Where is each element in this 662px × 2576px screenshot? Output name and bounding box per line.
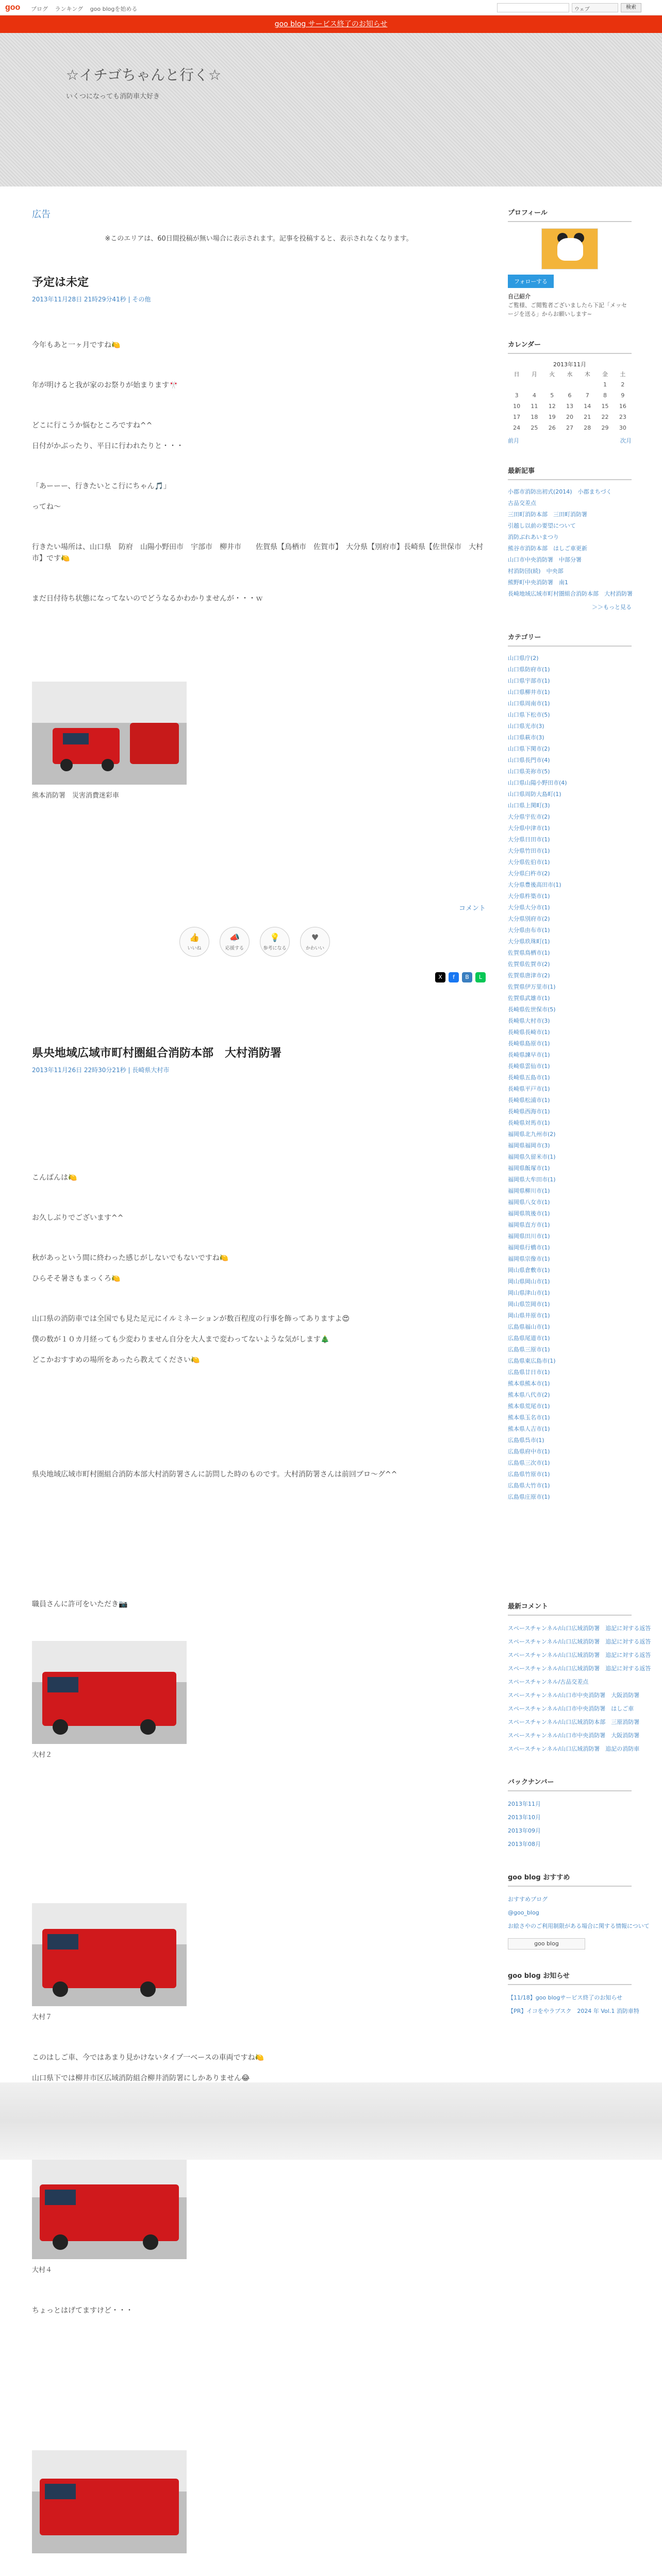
share-buttons — [32, 972, 486, 982]
facebook-share-icon[interactable]: f — [449, 972, 459, 982]
calendar-day[interactable]: 20 — [566, 414, 573, 420]
category-item[interactable]: 福岡県飯塚市(1) — [508, 1165, 550, 1172]
category-item[interactable]: 岡山県井原市(1) — [508, 1312, 550, 1319]
calendar-day[interactable]: 14 — [584, 403, 591, 410]
category-item[interactable]: 熊本県八代市(2) — [508, 1392, 550, 1398]
comment-list — [508, 1622, 651, 1756]
calendar-day[interactable]: 23 — [619, 414, 626, 420]
category-list — [508, 653, 632, 1503]
category-item[interactable]: 広島県呉市(1) — [508, 1437, 544, 1444]
calendar-day[interactable]: 2 — [621, 381, 625, 388]
page-body — [0, 187, 662, 2576]
category-item[interactable]: 大分県日田市(1) — [508, 836, 550, 843]
category-item[interactable]: 岡山県津山市(1) — [508, 1290, 550, 1296]
category-item[interactable]: 大分県大分市(1) — [508, 904, 550, 911]
post-paragraph: 山口県下では柳井市区広域消防組合柳井消防署にしかありません😂 — [32, 2074, 250, 2082]
bulb-icon: 💡 — [270, 933, 280, 942]
calendar-month: 2013年11月 — [553, 361, 586, 368]
post-entry — [32, 274, 486, 982]
category-item[interactable]: 大分県竹田市(1) — [508, 848, 550, 854]
post-paragraph: 山口県の消防車では全国でも見た足元にイルミネーションが数百程度の行事を飾ってありますよ😍 — [32, 1315, 350, 1323]
calendar-box — [508, 339, 632, 445]
category-item[interactable]: 福岡県柳川市(1) — [508, 1188, 550, 1194]
search-button[interactable]: 検索 — [621, 3, 641, 12]
line-share-icon[interactable]: L — [475, 972, 486, 982]
post-paragraph: こんばんは🍋 — [32, 1174, 77, 1182]
category-item[interactable]: 山口県下松市(5) — [508, 711, 550, 718]
post-paragraph: 秋があっという間に終わった感じがしないでもないですね🍋 — [32, 1254, 229, 1262]
profile-box — [508, 207, 632, 318]
category-item[interactable]: 大分県臼杵市(2) — [508, 870, 550, 877]
post-paragraph: 職員さんに許可をいただき📷 — [32, 1600, 128, 1608]
goo-notice-list — [508, 1991, 639, 2018]
backnumber-item[interactable]: 2013年09月 — [508, 1827, 541, 1834]
comment-item[interactable]: スペースチャンネル/山口広域消防署 追記に対する返答 — [508, 1665, 651, 1672]
calendar-day[interactable]: 26 — [548, 425, 556, 431]
topbar-link-blog[interactable]: ブログ — [31, 6, 48, 12]
calendar-prev-link[interactable]: 前月 — [508, 437, 519, 444]
category-item[interactable]: 広島県尾道市(1) — [508, 1335, 550, 1342]
blog-header — [0, 33, 662, 187]
post-photo[interactable] — [32, 682, 187, 785]
category-item[interactable]: 長崎県西海市(1) — [508, 1108, 550, 1115]
goo-notice-box — [508, 1970, 639, 2018]
post-paragraph: 今年もあと一ヶ月ですね🍋 — [32, 341, 121, 349]
topbar-link-ranking[interactable]: ランキング — [55, 6, 84, 12]
recent-post-item[interactable]: 小郡市消防出初式(2014) 小郡まちづく — [508, 488, 612, 495]
calendar-day[interactable]: 19 — [548, 414, 556, 420]
category-item[interactable]: 長崎県対馬市(1) — [508, 1120, 550, 1126]
recent-post-item[interactable]: 熊野町中央消防署 南1 — [508, 579, 568, 586]
calendar-day[interactable]: 11 — [531, 403, 538, 410]
photo-caption: 大村４ — [32, 2266, 53, 2274]
goo-blog-banner[interactable]: goo blog — [508, 1938, 585, 1950]
recent-post-item[interactable]: 村消防団(続) 中央部 — [508, 568, 564, 574]
reaction-cheer-button[interactable]: 📣 応援する — [220, 927, 250, 957]
category-item[interactable]: 広島県竹原市(1) — [508, 1471, 550, 1478]
post-paragraph: どこに行こうか悩むところですね^^ — [32, 421, 153, 430]
recent-post-item[interactable]: 熊谷市消防本部 はしご車更新 — [508, 545, 587, 552]
post-paragraph: お久しぶりでございます^^ — [32, 1214, 124, 1222]
comments-box — [508, 1601, 651, 1756]
category-item[interactable]: 長崎県五島市(1) — [508, 1074, 550, 1081]
calendar-table — [508, 368, 632, 433]
recent-more-link[interactable]: ＞＞もっと見る — [592, 604, 632, 611]
category-item[interactable]: 熊本県玉名市(1) — [508, 1414, 550, 1421]
category-item[interactable]: 長崎県諫早市(1) — [508, 1052, 550, 1058]
category-item[interactable]: 大分県玖珠町(1) — [508, 938, 550, 945]
category-item[interactable]: 福岡県宗像市(1) — [508, 1256, 550, 1262]
category-item[interactable]: 佐賀県唐津市(2) — [508, 972, 550, 979]
category-item[interactable]: 岡山県岡山市(1) — [508, 1278, 550, 1285]
backnumber-box — [508, 1776, 632, 1851]
category-item[interactable]: 山口県上関町(3) — [508, 802, 550, 809]
calendar-day[interactable]: 10 — [513, 403, 521, 410]
backnumber-list — [508, 1798, 632, 1851]
heart-icon: ♥ — [311, 933, 319, 942]
reaction-like-button[interactable]: 👍 いいね — [179, 927, 209, 957]
cheer-icon: 📣 — [229, 933, 240, 942]
sidebar — [508, 207, 651, 2039]
post-title[interactable]: 県央地域広域市町村圏組合消防本部 大村消防署 — [32, 1047, 282, 1060]
category-item[interactable]: 山口県萩市(3) — [508, 734, 544, 741]
post-photo[interactable] — [32, 1903, 187, 2006]
goo-recommend-box — [508, 1872, 650, 1950]
category-item[interactable]: 佐賀県伊万里市(1) — [508, 984, 556, 990]
blog-title[interactable]: ☆イチゴちゃんと行く☆ — [66, 66, 222, 83]
category-item[interactable]: 山口県周防大島町(1) — [508, 791, 561, 798]
recent-post-item[interactable]: 引越し以前の要望について — [508, 522, 576, 529]
calendar-day[interactable]: 18 — [531, 414, 538, 420]
post-photo[interactable] — [32, 1641, 187, 1744]
reaction-buttons — [179, 927, 486, 957]
post-photo[interactable] — [32, 2450, 187, 2553]
recent-post-item[interactable]: 三田町消防本部 三田町消防署 — [508, 511, 587, 518]
search-input[interactable] — [497, 3, 569, 12]
recent-posts-list — [508, 486, 632, 600]
post-photo[interactable] — [32, 2156, 187, 2259]
category-item[interactable]: 大分県杵築市(1) — [508, 893, 550, 900]
recent-post-item[interactable]: 山口市中央消防署 中部分署 — [508, 556, 582, 563]
category-item[interactable]: 山口県下関市(2) — [508, 745, 550, 752]
calendar-day[interactable]: 13 — [566, 403, 573, 410]
category-item[interactable]: 熊本県熊本市(1) — [508, 1380, 550, 1387]
category-item[interactable]: 広島県大竹市(1) — [508, 1482, 550, 1489]
comment-link[interactable]: コメント — [458, 905, 486, 912]
photo-caption: 大村７ — [32, 2013, 53, 2021]
calendar-day[interactable]: 8 — [603, 392, 607, 399]
calendar-weekday: 水 — [567, 370, 573, 378]
goo-logo[interactable]: goo — [5, 3, 21, 12]
avatar[interactable] — [541, 228, 598, 269]
category-item[interactable]: 岡山県倉敷市(1) — [508, 1267, 550, 1274]
comment-item[interactable]: スペースチャンネル/山口市中央消防署 はしご車 — [508, 1705, 634, 1712]
search-type-select[interactable]: ウェブ — [572, 3, 618, 12]
category-item[interactable]: 山口県宇部市(1) — [508, 677, 550, 684]
category-item[interactable]: 福岡県八女市(1) — [508, 1199, 550, 1206]
goo-notice-item[interactable]: 【11/18】goo blogサービス終了のお知らせ — [508, 1994, 623, 2001]
calendar-day[interactable]: 28 — [584, 425, 591, 431]
category-item[interactable]: 大分県別府市(2) — [508, 916, 550, 922]
category-item[interactable]: 長崎県大村市(3) — [508, 1018, 550, 1024]
section-divider — [0, 2082, 662, 2160]
backnumber-item[interactable]: 2013年10月 — [508, 1814, 541, 1821]
category-item[interactable]: 福岡県大牟田市(1) — [508, 1176, 556, 1183]
category-item[interactable]: 熊本県人吉市(1) — [508, 1426, 550, 1432]
service-notice-bar — [0, 15, 662, 33]
calendar-day[interactable]: 16 — [619, 403, 626, 410]
category-item[interactable]: 福岡県久留米市(1) — [508, 1154, 556, 1160]
category-item[interactable]: 広島県府中市(1) — [508, 1448, 550, 1455]
calendar-day[interactable]: 27 — [566, 425, 573, 431]
hatena-share-icon[interactable]: B — [462, 972, 472, 982]
ad-note: ※このエリアは、60日間投稿が無い場合に表示されます。記事を投稿すると、表示されなくなります。 — [105, 235, 413, 243]
category-item[interactable]: 佐賀県武雄市(1) — [508, 995, 550, 1002]
calendar-day[interactable]: 25 — [531, 425, 538, 431]
calendar-day[interactable]: 9 — [621, 392, 625, 399]
calendar-day[interactable]: 4 — [532, 392, 536, 399]
post-paragraph: ひらそそ暑さもまっくろ🍋 — [32, 1275, 121, 1283]
category-item[interactable]: 広島県庄原市(1) — [508, 1494, 550, 1500]
goo-recommend-heading: goo blog おすすめ — [508, 1872, 632, 1887]
calendar-day[interactable]: 22 — [601, 414, 609, 420]
post-paragraph: ちょっとはげてますけど・・・ — [32, 2307, 133, 2315]
category-item[interactable]: 大分県豊後高田市(1) — [508, 882, 561, 888]
calendar-day[interactable]: 30 — [619, 425, 626, 431]
calendar-day[interactable]: 1 — [603, 381, 607, 388]
category-item[interactable]: 大分県佐伯市(1) — [508, 859, 550, 866]
calendar-next-link[interactable]: 次月 — [620, 437, 632, 444]
thumbs-up-icon: 👍 — [189, 933, 200, 942]
calendar-day[interactable]: 5 — [550, 392, 554, 399]
reaction-cute-button[interactable]: ♥ かわいい — [300, 927, 330, 957]
category-item[interactable]: 山口県美祢市(5) — [508, 768, 550, 775]
calendar-day[interactable]: 3 — [515, 392, 519, 399]
post-paragraph: 「あーーー、行きたいとこ行にちゃん🎵」 — [32, 482, 171, 490]
self-intro-heading: 自己紹介 — [508, 293, 531, 300]
category-item[interactable]: 広島県東広島市(1) — [508, 1358, 556, 1364]
recent-post-item[interactable]: 古品交差点 — [508, 500, 536, 506]
calendar-day[interactable]: 29 — [601, 425, 609, 431]
photo-caption: 大村２ — [32, 1751, 53, 1759]
calendar-heading: カレンダー — [508, 339, 632, 354]
calendar-weekday: 金 — [602, 370, 608, 378]
recent-posts-box — [508, 465, 632, 611]
goo-notice-item[interactable]: 【PR】イコをやラブスク 2024 年 Vol.1 消防車特 — [508, 2008, 639, 2014]
reaction-helpful-button[interactable]: 💡 参考になる — [260, 927, 290, 957]
category-item[interactable]: 山口県柳井市(1) — [508, 689, 550, 696]
category-item[interactable]: 長崎県雲仙市(1) — [508, 1063, 550, 1070]
category-item[interactable]: 熊本県荒尾市(1) — [508, 1403, 550, 1410]
category-item[interactable]: 山口県光市(3) — [508, 723, 544, 730]
category-item[interactable]: 山口県庁(2) — [508, 655, 539, 662]
category-item[interactable]: 長崎県松浦市(1) — [508, 1097, 550, 1104]
comment-item[interactable]: スペースチャンネル/山口市中央消防署 大阪消防署 — [508, 1692, 640, 1699]
calendar-weekday: 土 — [620, 370, 626, 378]
follow-button[interactable]: フォローする — [508, 275, 554, 288]
topbar-links — [31, 5, 142, 13]
calendar-day[interactable]: 12 — [548, 403, 556, 410]
category-item[interactable]: 福岡県筑後市(1) — [508, 1210, 550, 1217]
photo-caption: 熊本消防署 災害消費迷彩車 — [32, 792, 120, 800]
comment-item[interactable]: スペースチャンネル/山口広域消防署 追記に対する返答 — [508, 1625, 651, 1632]
goo-recommend-list — [508, 1893, 650, 1933]
category-item[interactable]: 長崎県平戸市(1) — [508, 1086, 550, 1092]
goo-topbar — [0, 0, 662, 15]
category-item[interactable]: 大分県宇佐市(2) — [508, 814, 550, 820]
comment-item[interactable]: スペースチャンネル/山口広域消防署 追記に対する返答 — [508, 1638, 651, 1645]
comment-item[interactable]: スペースチャンネル/山口広域消防本部 三原消防署 — [508, 1719, 640, 1725]
comment-item[interactable]: スペースチャンネル/山口広域消防署 追記に対する返答 — [508, 1652, 651, 1658]
post-meta[interactable]: 2013年11月26日 22時30分21秒 | 長崎県大村市 — [32, 1066, 170, 1074]
category-item[interactable]: 長崎県島原市(1) — [508, 1040, 550, 1047]
recent-post-item[interactable]: 消防ぶれあいまつり — [508, 534, 559, 540]
category-item[interactable]: 大分県由布市(1) — [508, 927, 550, 934]
self-intro-text: ご覧様、ご閲覧者ございましたら下記「メッセージを送る」からお願いします~ — [508, 302, 627, 317]
goo-notice-heading: goo blog お知らせ — [508, 1970, 632, 1985]
post-paragraph: 行きたい場所は、山口県 防府 山陽小野田市 宇部市 柳井市 佐賀県【鳥栖市 佐賀市】 大分県【別府市】長崎県【佐世保市 大村市】です🍋 — [32, 543, 483, 563]
recent-post-item[interactable]: 長崎地域広域市町村圏組合消防本部 大村消防署 — [508, 590, 633, 597]
profile-heading: プロフィール — [508, 207, 632, 222]
post-entry — [32, 1044, 486, 2553]
category-item[interactable]: 広島県三原市(1) — [508, 1346, 550, 1353]
category-item[interactable]: 福岡県行橋市(1) — [508, 1244, 550, 1251]
recent-posts-heading: 最新記事 — [508, 465, 632, 480]
calendar-day[interactable]: 17 — [513, 414, 521, 420]
comment-item[interactable]: スペースチャンネル/山口市中央消防署 大阪消防署 — [508, 1732, 640, 1739]
category-item[interactable]: 長崎県佐世保市(5) — [508, 1006, 556, 1013]
calendar-day[interactable]: 21 — [584, 414, 591, 420]
category-item[interactable]: 長崎県長崎市(1) — [508, 1029, 550, 1036]
post-paragraph: ってね〜 — [32, 503, 61, 511]
category-item[interactable]: 広島県福山市(1) — [508, 1324, 550, 1330]
category-item[interactable]: 福岡県福岡市(3) — [508, 1142, 550, 1149]
post-paragraph: 日付がかぶったり、平日に行われたりと・・・ — [32, 442, 184, 450]
category-item[interactable]: 大分県中津市(1) — [508, 825, 550, 832]
category-item[interactable]: 福岡県田川市(1) — [508, 1233, 550, 1240]
category-item[interactable]: 佐賀県鳥栖市(1) — [508, 950, 550, 956]
goo-recommend-item[interactable]: @goo_blog — [508, 1909, 539, 1916]
post-title[interactable]: 予定は未定 — [32, 276, 89, 289]
post-paragraph: 県央地域広域市町村圏組合消防本部大村消防署さんに訪問した時のものです。大村消防署さんは前回ブロ～グ^^ — [32, 1470, 398, 1479]
category-item[interactable]: 山口県長門市(4) — [508, 757, 550, 764]
post-paragraph: このはしご車、今ではあまり見かけないタイプ一ベースの車両ですね🍋 — [32, 2054, 264, 2062]
ad-label[interactable]: 広告 — [32, 209, 51, 220]
calendar-day[interactable]: 24 — [513, 425, 521, 431]
calendar-weekday: 日 — [514, 370, 520, 378]
category-item[interactable]: 岡山県笠岡市(1) — [508, 1301, 550, 1308]
category-item[interactable]: 佐賀県佐賀市(2) — [508, 961, 550, 968]
calendar-weekday: 月 — [531, 370, 537, 378]
post-paragraph: 僕の数が１０カ月経っても少変わりません自分を大人まで変わってないような気がします🎄 — [32, 1335, 330, 1344]
calendar-day[interactable]: 15 — [601, 403, 609, 410]
x-share-icon[interactable]: X — [435, 972, 445, 982]
goo-recommend-item[interactable]: お絵さやのご利用制限がある場合に関する情報について — [508, 1923, 650, 1929]
calendar-day[interactable]: 7 — [585, 392, 589, 399]
category-item[interactable]: 福岡県直方市(1) — [508, 1222, 550, 1228]
calendar-day[interactable]: 6 — [568, 392, 572, 399]
post-meta[interactable]: 2013年11月28日 21時29分41秒 | その他 — [32, 296, 151, 303]
service-notice-link[interactable]: goo blog サービス終了のお知らせ — [274, 20, 388, 28]
backnumber-item[interactable]: 2013年11月 — [508, 1801, 541, 1807]
backnumber-item[interactable]: 2013年08月 — [508, 1841, 541, 1848]
backnumber-heading: バックナンバー — [508, 1776, 632, 1791]
calendar-weekday: 木 — [584, 370, 590, 378]
post-paragraph: 年が明けると我が家のお祭りが始まります🎌 — [32, 381, 178, 389]
category-item[interactable]: 山口県周南市(1) — [508, 700, 550, 707]
category-box — [508, 632, 632, 1503]
comment-item[interactable]: スペースチャンネル/古品交差点 — [508, 1679, 589, 1685]
goo-recommend-item[interactable]: おすすめブログ — [508, 1896, 548, 1903]
main-column — [32, 207, 486, 2553]
category-item[interactable]: 広島県三次市(1) — [508, 1460, 550, 1466]
category-item[interactable]: 山口県山陽小野田市(4) — [508, 779, 567, 786]
post-paragraph: まだ日付待ち状態になってないのでどうなるかわかりませんが・・・ｗ — [32, 595, 263, 603]
calendar-weekday: 火 — [549, 370, 555, 378]
category-item[interactable]: 福岡県北九州市(2) — [508, 1131, 556, 1138]
category-item[interactable]: 広島県廿日市(1) — [508, 1369, 550, 1376]
comment-item[interactable]: スペースチャンネル/山口広域消防署 追記の消防車 — [508, 1745, 640, 1752]
blog-description: いくつになっても消防車大好き — [66, 93, 160, 100]
category-item[interactable]: 山口県防府市(1) — [508, 666, 550, 673]
comments-heading: 最新コメント — [508, 1601, 632, 1616]
topbar-link-start[interactable]: goo blogを始める — [90, 6, 138, 12]
category-heading: カテゴリー — [508, 632, 632, 647]
post-paragraph: どこかおすすめの場所をあったら教えてください🍋 — [32, 1356, 200, 1364]
